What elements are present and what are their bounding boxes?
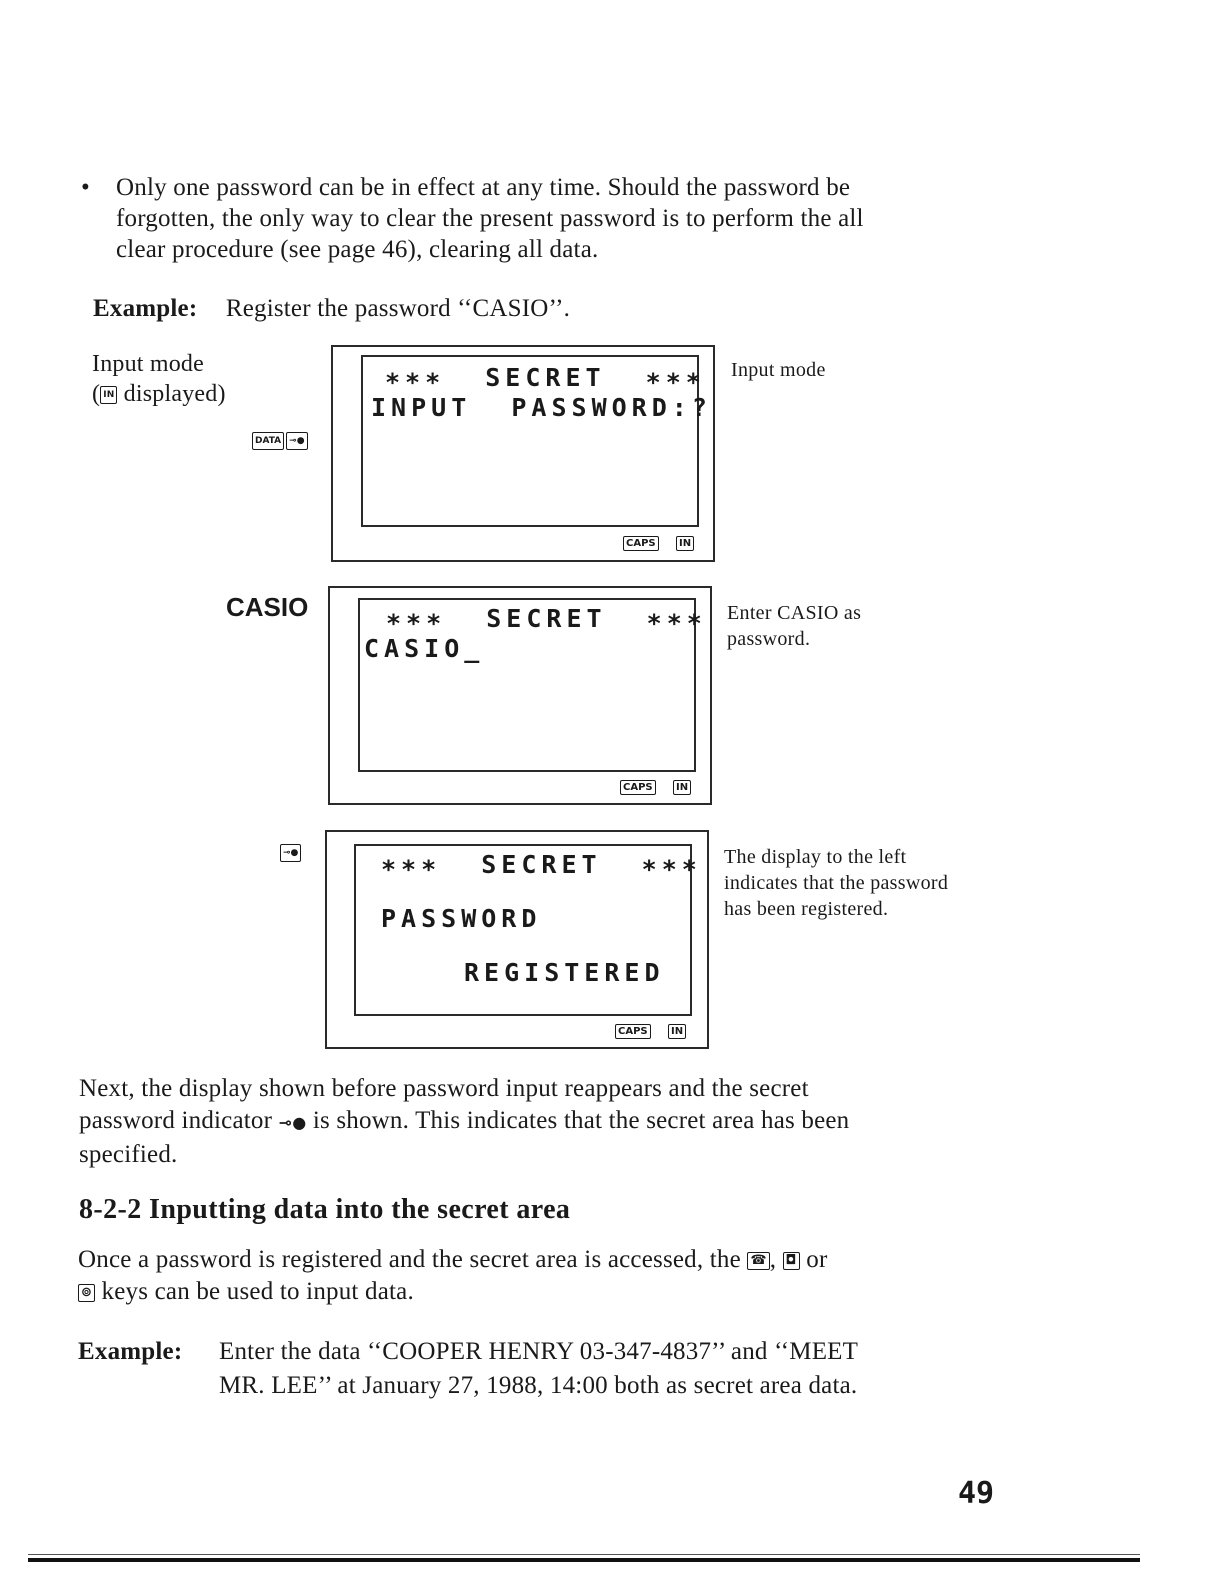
step1-note: Input mode [731,359,826,381]
lcd-display-1 [331,345,715,562]
bullet-line-2: forgotten, the only way to clear the present password is to perform the all [116,205,864,232]
bullet-line-1: Only one password can be in effect at any time. Should the password be [116,174,851,201]
example-1-text: Register the password ‘‘CASIO’’. [225,295,571,322]
lcd3-line-1: ∗∗∗ SECRET ∗∗∗ [381,850,702,879]
lcd1-line-2: INPUT PASSWORD:? [371,393,712,422]
example-2-line-1: Enter the data ‘‘COOPER HENRY 03-347-4837’’ and ‘‘MEET [219,1338,859,1365]
section-line-2: ⊚ keys can be used to input data. [78,1276,998,1308]
step2-input-label: CASIO [226,592,309,622]
telephone-key-icon: ☎ [747,1252,769,1270]
step1-mode-detail: ( IN displayed) [92,381,226,407]
example-1 [93,293,570,324]
data-key-icon: DATA [252,432,284,450]
section-heading: 8-2-2 Inputting data into the secret area [79,1194,571,1225]
step1-keys [252,430,308,450]
lcd3-line-3: REGISTERED [464,958,665,987]
lcd3-line-2: PASSWORD [381,904,542,933]
lcd-display-3 [325,830,709,1049]
step2-note: Enter CASIO as password. [727,602,862,650]
lcd-screen-3 [354,844,702,1016]
example-2-line-2: MR. LEE’’ at January 27, 1988, 14:00 both as secret area data. [219,1372,858,1399]
bullet-line-3: clear procedure (see page 46), clearing all data. [116,236,599,263]
bullet-symbol: • [81,174,90,201]
memo-key-icon: ◘ [783,1252,800,1270]
page-number: 49 [958,1476,995,1511]
step1-left-text [92,349,226,409]
secret-key-icon: ⊸● [286,432,307,450]
caps-indicator-icon: CAPS [615,1024,651,1039]
lcd2-line-1: ∗∗∗ SECRET ∗∗∗ [386,604,707,633]
secret-indicator-icon: ⊸● [278,1113,307,1132]
lcd2-line-2: CASIO_ [364,634,485,663]
step3-keys [280,842,301,862]
next-paragraph [79,1073,999,1171]
example-1-label: Example: [93,295,198,322]
lcd-screen-1 [361,355,712,527]
lcd-display-2 [328,586,712,805]
next-line-2: password indicator ⊸● is shown. This indicates that the secret area has been [79,1107,850,1134]
next-line-1: Next, the display shown before password input reappears and the secret [79,1075,809,1102]
lcd1-line-1: ∗∗∗ SECRET ∗∗∗ [385,363,706,392]
schedule-key-icon: ⊚ [78,1284,95,1302]
caps-indicator-icon: CAPS [620,780,656,795]
secret-key-icon: ⊸● [280,844,301,862]
in-indicator-icon: IN [668,1024,686,1039]
in-key-icon: IN [100,386,117,404]
in-indicator-icon: IN [673,780,691,795]
caps-indicator-icon: CAPS [623,536,659,551]
lcd-screen-2 [358,598,707,772]
section-paragraph [78,1244,998,1308]
step3-note: The display to the left indicates that the password has been registered. [724,846,949,920]
section-line-1: Once a password is registered and the secret area is accessed, the ☎ , ◘ or [78,1246,828,1273]
bottom-rule-thin [28,1554,1140,1555]
example-2-label: Example: [78,1338,183,1365]
in-indicator-icon: IN [676,536,694,551]
step1-mode-label: Input mode [92,351,204,377]
next-line-3: specified. [79,1141,178,1168]
bottom-rule-thick [28,1558,1140,1562]
